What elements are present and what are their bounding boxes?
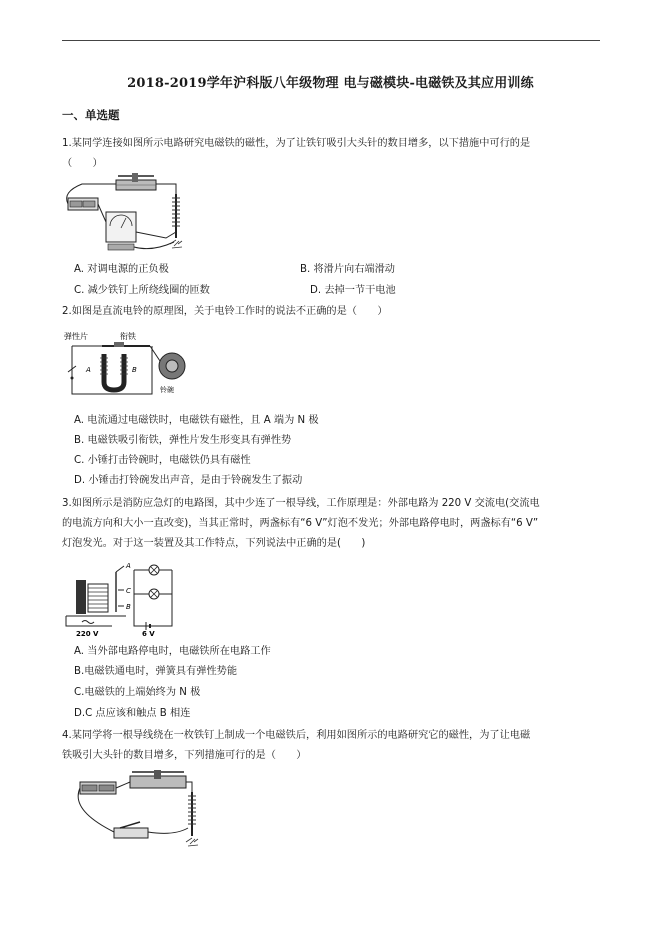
question-2-option-c[interactable]: C. 小锤打击铃碗时，电磁铁仍具有磁性	[74, 455, 251, 466]
question-1-line-1: 1.某同学连接如图所示电路研究电磁铁的磁性，为了让铁钉吸引大头针的数目增多，以下措施中可行的是	[62, 138, 531, 149]
question-1-option-d[interactable]: D. 去掉一节干电池	[310, 285, 396, 296]
question-4-figure	[70, 770, 220, 850]
question-3-line-1: 3.如图所示是消防应急灯的电路图，其中少连了一根导线，工作原理是：外部电路为 220 V 交流电(交流电	[62, 498, 540, 509]
question-2-figure	[62, 326, 192, 402]
question-1-option-c[interactable]: C. 减少铁钉上所绕线圈的匝数	[74, 285, 210, 296]
figure-label-armature: 衔铁	[120, 332, 136, 341]
question-3-line-3: 灯泡发光。对于这一装置及其工作特点，下列说法中正确的是( )	[62, 538, 366, 549]
question-1-option-b[interactable]: B. 将滑片向右端滑动	[300, 264, 395, 275]
figure-label-a: A	[86, 366, 91, 374]
figure-label-b: B	[126, 603, 131, 611]
question-2-option-b[interactable]: B. 电磁铁吸引衔铁，弹性片发生形变具有弹性势	[74, 435, 292, 446]
question-1-line-2: （ ）	[62, 158, 103, 169]
figure-label-6v: 6 V	[142, 630, 155, 638]
question-2-option-a[interactable]: A. 电流通过电磁铁时，电磁铁有磁性，且 A 端为 N 极	[74, 415, 319, 426]
question-3-option-a[interactable]: A. 当外部电路停电时，电磁铁所在电路工作	[74, 646, 271, 657]
question-2-line-1: 2.如图是直流电铃的原理图，关于电铃工作时的说法不正确的是（ ）	[62, 306, 388, 317]
question-3-option-d[interactable]: D.C 点应该和触点 B 相连	[74, 708, 191, 719]
figure-label-a: A	[126, 562, 131, 570]
question-3-line-2: 的电流方向和大小一直改变)，当其正常时，两盏标有“6 V”灯泡不发光；外部电路停电时，两盏标有“6 V”	[62, 518, 539, 529]
question-1-option-a[interactable]: A. 对调电源的正负极	[74, 264, 169, 275]
question-3-option-b[interactable]: B.电磁铁通电时，弹簧具有弹性势能	[74, 666, 238, 677]
figure-label-c: C	[126, 587, 131, 595]
question-1-figure	[62, 172, 202, 256]
figure-label-b: B	[132, 366, 137, 374]
question-4-line-2: 铁吸引大头针的数目增多，下列措施可行的是（ ）	[62, 750, 307, 761]
question-3-text	[62, 494, 602, 554]
figure-label-bell: 铃碗	[160, 386, 174, 394]
question-3-figure	[62, 560, 192, 638]
header-rule	[62, 40, 600, 41]
question-4-text	[62, 726, 602, 766]
document-title: 2018-2019学年沪科版八年级物理 电与磁模块-电磁铁及其应用训练	[127, 76, 534, 91]
question-2-text	[62, 302, 602, 322]
figure-label-elastic-strip: 弹性片	[64, 332, 88, 341]
question-1-text	[62, 134, 602, 174]
question-4-line-1: 4.某同学将一根导线绕在一枚铁钉上制成一个电磁铁后，利用如图所示的电路研究它的磁性，为了让电磁	[62, 730, 531, 741]
section-heading: 一、单选题	[62, 108, 120, 122]
question-2-option-d[interactable]: D. 小锤击打铃碗发出声音，是由于铃碗发生了振动	[74, 475, 303, 486]
figure-label-220v: 220 V	[76, 630, 99, 638]
question-3-option-c[interactable]: C.电磁铁的上端始终为 N 极	[74, 687, 201, 698]
